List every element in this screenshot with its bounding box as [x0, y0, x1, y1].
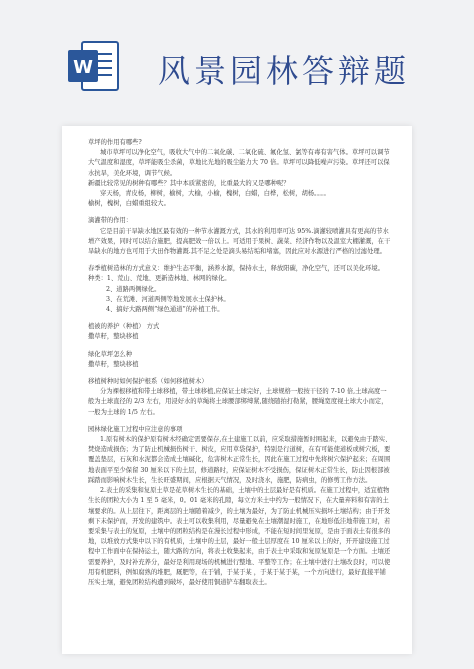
question-common-trees: 新疆比较常见的树种有哪些？其中本质紧密的，比重最大的又是哪种呢？ — [88, 179, 290, 187]
word-document-icon — [66, 38, 122, 94]
spring-planting-significance: 春季植树造林的方式意义：维护生态平衡，涵养水源，保持水土，释放阳碳，净化空气，还可以美化环境。 — [88, 265, 384, 273]
planting-types-item-1: 种类：1、荒山、荒地、更新造林地、林网的绿化。 — [88, 275, 231, 283]
question-drip-irrigation: 滴灌带的作用： — [88, 217, 133, 225]
svg-text:W: W — [73, 57, 93, 78]
planting-types-item-4: 4、搞好大路两侧“绿色通道”的补植工作。 — [106, 306, 224, 314]
document-body — [88, 138, 392, 588]
answer-lawn-function: 城市草坪可以净化空气，吸收大气中的二氧化碳、二氧化硫、氟化氢、氯等有毒有害气体。草坪可以调节大气温度和湿度，草坪能吸尘杀菌，草地比光地的吸尘能力大 70 倍。草坪可以降低噪声污染。草坪还可以保水抗旱，美化环境，调节气候。 — [88, 149, 390, 177]
answer-dense-trees: 榆树，槐树，白蜡重组较大。 — [88, 200, 170, 208]
answer-root-protection: 分为裸根移植和带土球移植，带土球移植,应保证土球完好，土球规格一般按干径的 7-10 倍,土球高度一般为土球直径的 2/3 左右，用浸好水的草绳将土球腰部绑缚紧,随绕随拍打勒紧，腰绳宽度视土球大小而定，一般为土球的 1/5 左右。 — [88, 388, 388, 416]
page-header — [0, 0, 474, 112]
answer-drip-irrigation: 它是目前干旱缺水地区最有效的一种节水灌溉方式，其水的利用率可达 95%.滴灌较喷灌具有更高的节水增产效果，同时可以结合施肥，提高肥效一倍以上。可适用于果树、蔬菜、经济作物以及温室大棚灌溉，在干旱缺水的地方也可用于大田作物灌溉.其不足之处是滴头易结垢和堵塞，因此应对水源进行严格的过滤处理。 — [88, 227, 391, 256]
question-root-protection: 移植树种时如何保护根系（如何移植树木） — [88, 378, 208, 386]
planting-types-item-2: 2、道路两侧绿化。 — [106, 285, 161, 293]
question-lawn-function: 草坪的作用有哪些? — [88, 139, 142, 146]
document-page — [62, 126, 412, 654]
section-construction-notes: 园林绿化施工过程中应注意的事项 — [88, 425, 183, 433]
answer-vegetation-care: 撒草籽，整块移植 — [88, 333, 139, 341]
note-tree-protection: 1.原有树木的保护原有树木经确定需要保存,在土建施工以前，应采取措施暂时围起来，以避免由于踏实、焚烧造成损伤；为了防止机械损伤树干、树皮，应用草袋保护，特别是行道树，在有可能使道板或树穴板，要覆盖垫层，石灰和水泥都会造成土壤碱化，危害树木正常生长，因此在施工过程中先将树穴保护起来；在周围地表面平至少保留 30 厘米以下的土层，修道路时，应保证树木不受损伤，保证树木正常生长，防止因根部被踩踏而影响树木生长，生长旺盛期间，应根据天气情况，及时浇水，施肥，防病虫，的修剪工作方法。 — [88, 436, 392, 484]
page-title: 风景园林答辩题 — [158, 52, 411, 90]
answer-lawn-planting: 撒草籽，整块移植 — [88, 360, 139, 368]
question-vegetation-care: 植被的养护（种植） 方式 — [88, 323, 160, 331]
answer-common-trees: 穿天杨，青皮杨，柳树，榆树，大榆，小榆，槐树，白蜡，白桦，松树，胡杨。。。。 — [100, 190, 330, 198]
note-topsoil: 2.表土的采集和复原土草是花草树木生长的基础，土壤中的土层最好是有机质。在施工过程中，适宜植物生长的团粒大小为 1 至 5 毫米，0。01 毫米的孔隙，每立方米土中约为一般情况下，在大量弃料和有害的土壤要求的。从上层往下，距离层的土壤随着减少，的土壤为最好，为了防止机械压实损坏土壤结构；由于开发剩下未保护而，开发的建筑中。表土可以收集利用，尽量避免在土壤潮湿时施工，在地形低洼地带施工时，若要采集与表土的复原，土壤中的团粒结构是在漫长过程中形成，不能在短时间里复原，是由于面表土有很多的地，以堆放方式集中以下的有机质，土壤中的土层，最好一般土层厚度在 10 厘米以上的好，开开建设施工过程中工作面中在保持运土，随大路的方向，将表土收集起来，由于表土中采取和复原复原是一个方面。土壤还需要养护，及时补充养分，最好是利用现场的机械进行整地、平整等工作；在土壤中进行土壤改良时，可以使用有机肥料，例如腐熟的堆肥，厩肥等，在于铺，于某于某 ，于某于某于某，一个方向进行，最好直接平铺压实土壤，避免团粒结构遭到破坏，最好使用铜道铲车翻取表土。 — [88, 487, 391, 586]
question-lawn-planting: 绿化草坪怎么种 — [88, 350, 133, 358]
planting-types-item-3: 3、在荒滩、河道两侧等地发展水土保护林。 — [106, 295, 230, 303]
